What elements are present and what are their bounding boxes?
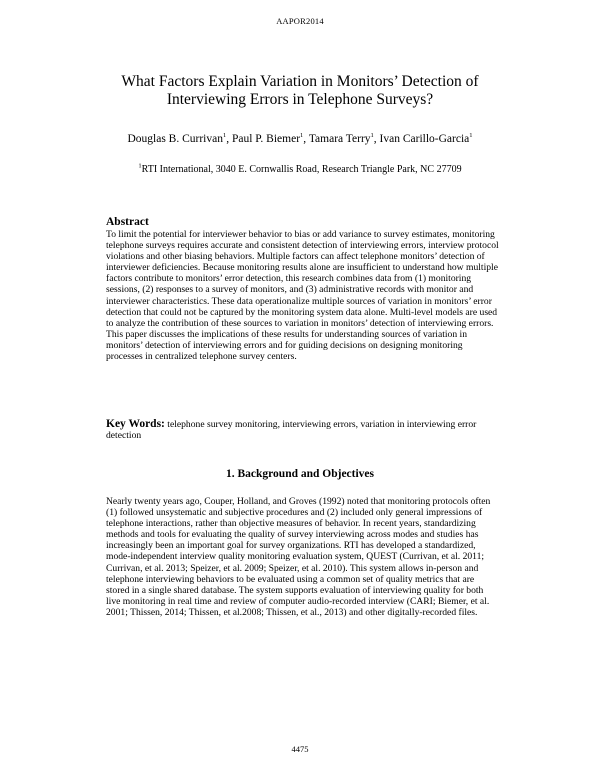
conference-header: AAPOR2014 [276,16,324,26]
body-paragraph: Nearly twenty years ago, Couper, Holland, and Groves (1992) noted that monitoring protocols often (1) followed unsystematic and subjective procedures and (2) included only general impressions of telephone interactions, rather than objective measures of behavior. In recent years, standardizing methods and tools for evaluating the quality of survey interviewing across modes and studies has increasingly been an important goal for survey organizations. RTI has developed a standardized, mode-independent interview quality monitoring evaluation system, QUEST (Currivan, et al. 2011; Currivan, et al. 2013; Speizer, et al. 2009; Speizer, et al. 2010). This system allows in-person and telephone interviewing behaviors to be evaluated using a common set of quality metrics that are stored in a single shared database. The system supports evaluation of interviewing quality for both live monitoring in real time and review of computer audio-recorded interview (CARI; Biemer, et al. 2001; Thissen, 2014; Thissen, et al.2008; Thissen, et al., 2013) and other digitally-recorded files. [106,496,491,618]
author-separator: , [303,133,309,145]
author-name: Tamara Terry [308,133,371,145]
abstract-text: To limit the potential for interviewer behavior to bias or add variance to survey estimates, monitoring telephone surveys requires accurate and consistent detection of interviewing errors, interview protocol violations and other biasing behaviors. Multiple factors can affect telephone monitors’ detection of interviewer deficiencies. Because monitoring results alone are insufficient to understand how multiple factors contribute to monitors’ error detection, this research combines data from (1) monitoring sessions, (2) responses to a survey of monitors, and (3) administrative records with monitor and interviewer characteristics. These data operationalize multiple sources of variation in monitors’ error detection that could not be captured by the monitoring system data alone. Multi-level models are used to analyze the contribution of these sources to variation in monitors’ detection of interviewing errors. This paper discusses the implications of these results for understanding sources of variation in monitors’ detection of interviewing errors and for guiding decisions on designing monitoring processes in centralized telephone survey centers. [106,229,499,363]
author-name: Douglas B. Currivan [127,133,223,145]
keywords [106,419,500,441]
keywords-label: Key Words: [106,418,165,430]
affiliation [90,163,510,176]
affiliation-marker: 1 [138,162,142,170]
author-separator: , [373,133,380,145]
author-name: Ivan Carillo-Garcia [379,133,470,145]
keywords-text: telephone survey monitoring, interviewing errors, variation in interviewing error detection [106,419,477,442]
author-list [112,132,488,147]
affiliation-marker: 1 [370,132,374,140]
author-separator: , [226,133,232,145]
affiliation-marker: 1 [222,132,227,140]
paper-title: What Factors Explain Variation in Monitors’ Detection of Interviewing Errors in Telephone Surveys? [121,73,479,108]
section-heading: 1. Background and Objectives [225,468,375,480]
affiliation-marker: 1 [300,132,304,140]
author-name: Paul P. Biemer [231,133,301,145]
affiliation-marker: 1 [469,132,473,140]
page-number: 4475 [291,744,309,754]
abstract-heading: Abstract [106,216,149,228]
affiliation-text: RTI International, 3040 E. Cornwallis Road, Research Triangle Park, NC 27709 [141,164,462,175]
